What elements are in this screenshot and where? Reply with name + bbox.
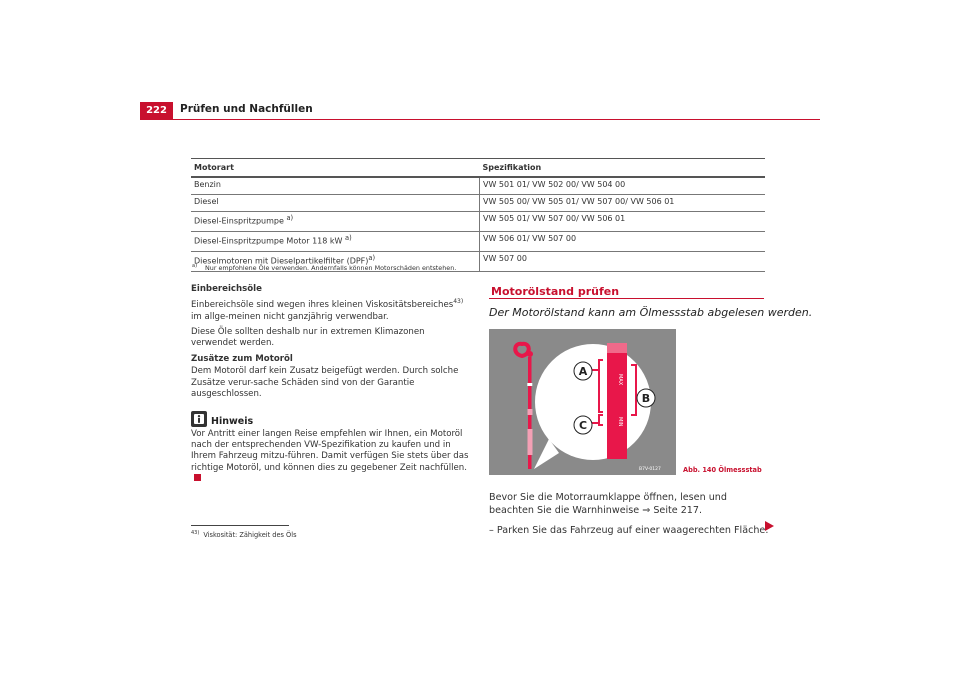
page-number: 222 [140, 102, 173, 119]
page-footnote [191, 530, 297, 539]
footnote-rule [191, 525, 289, 526]
header-rule [140, 119, 820, 120]
continue-arrow-icon [765, 521, 774, 531]
text: im allge-meinen nicht ganzjährig verwendbar. [191, 311, 389, 322]
table-row [191, 232, 765, 252]
table-cell-motor [191, 212, 480, 232]
section-rule [489, 298, 764, 299]
table-cell-spec: VW 505 00/ VW 505 01/ VW 507 00/ VW 506 01 [480, 195, 766, 212]
motor-text: Diesel-Einspritzpumpe Motor 118 kW [194, 236, 345, 246]
hinweis-header [191, 411, 473, 427]
footnote-ref: 43) [453, 298, 464, 306]
column-header-motorart: Motorart [191, 159, 480, 178]
text: Einbereichsöle sind wegen ihres kleinen Viskositätsbereiches [191, 300, 454, 311]
svg-text:MAX: MAX [617, 374, 623, 386]
step-item: – Parken Sie das Fahrzeug auf einer waagerechten Fläche. [489, 525, 769, 536]
motor-text: Diesel [194, 197, 219, 206]
paragraph-hinweis [191, 429, 473, 486]
footnote-ref: a) [368, 254, 376, 262]
left-column [191, 284, 473, 490]
oil-spec-table [191, 158, 765, 272]
table-cell-spec: VW 507 00 [480, 252, 766, 272]
motor-text: Benzin [194, 180, 221, 189]
table-cell-spec: VW 505 01/ VW 507 00/ VW 506 01 [480, 212, 766, 232]
callout-a: A [578, 365, 588, 378]
motor-text: Diesel-Einspritzpumpe [194, 216, 287, 226]
text: Vor Antritt einer langen Reise empfehlen wir Ihnen, ein Motoröl nach der entsprechenden VW-Spezifikation zu kaufen und in Ihrem Fahrzeug mitzu-führen. Damit verfügen Sie stets über das richtige Motoröl, und können dies zu gegebener Zeit nachfüllen. [191, 428, 469, 473]
footnote-mark: a) [192, 263, 198, 269]
callout-c: C [578, 419, 588, 432]
table-row [191, 212, 765, 232]
callout-b: B [641, 392, 651, 405]
table-footnote [192, 263, 456, 272]
hinweis-label: Hinweis [211, 415, 254, 427]
table-row [191, 177, 765, 195]
footnote-text: Nur empfohlene Öle verwenden. Andernfalls können Motorschäden entstehen. [205, 264, 457, 273]
footnote-ref: a) [286, 214, 294, 222]
dipstick-figure [489, 329, 676, 475]
figure-code: B7V-0127 [639, 467, 661, 472]
table-cell-spec: VW 501 01/ VW 502 00/ VW 504 00 [480, 177, 766, 195]
paragraph-einbereichsoele [191, 296, 473, 323]
figure-caption: Abb. 140 Ölmessstab [683, 466, 762, 474]
note-icon [191, 411, 207, 427]
paragraph-klimazonen: Diese Öle sollten deshalb nur in extremen Klimazonen verwendet werden. [191, 327, 425, 349]
paragraph-zusaetze: Dem Motoröl darf kein Zusatz beigefügt werden. Durch solche Zusätze verur-sache Schäden sind von der Garantie ausgeschlossen. [191, 366, 459, 400]
heading-einbereichsoele: Einbereichsöle [191, 284, 262, 294]
motor-text: Dieselmotoren mit Dieselpartikelfilter (DPF) [194, 256, 369, 266]
footnote-text: Viskosität: Zähigkeit des Öls [203, 531, 297, 540]
svg-text:MIN: MIN [617, 417, 623, 427]
paragraph-warnhinweise: Bevor Sie die Motorraumklappe öffnen, lesen und beachten Sie die Warnhinweise ⇒ Seite 217. [489, 492, 727, 516]
column-header-spezifikation: Spezifikation [480, 159, 766, 178]
table-header-row [191, 159, 765, 178]
table-cell-motor [191, 232, 480, 252]
end-of-section-icon [194, 474, 201, 481]
chapter-title: Prüfen und Nachfüllen [180, 103, 313, 115]
footnote-mark: 43) [191, 530, 200, 536]
table-cell-spec: VW 506 01/ VW 507 00 [480, 232, 766, 252]
table-row [191, 195, 765, 212]
table-cell-motor [191, 195, 480, 212]
footnote-ref: a) [345, 234, 352, 242]
section-title: Motorölstand prüfen [491, 285, 620, 298]
section-subtitle: Der Motorölstand kann am Ölmessstab abgelesen werden. [489, 306, 813, 319]
dipstick-illustration [489, 329, 676, 475]
heading-zusaetze: Zusätze zum Motoröl [191, 353, 293, 364]
right-body [489, 491, 774, 544]
table-cell-motor [191, 177, 480, 195]
